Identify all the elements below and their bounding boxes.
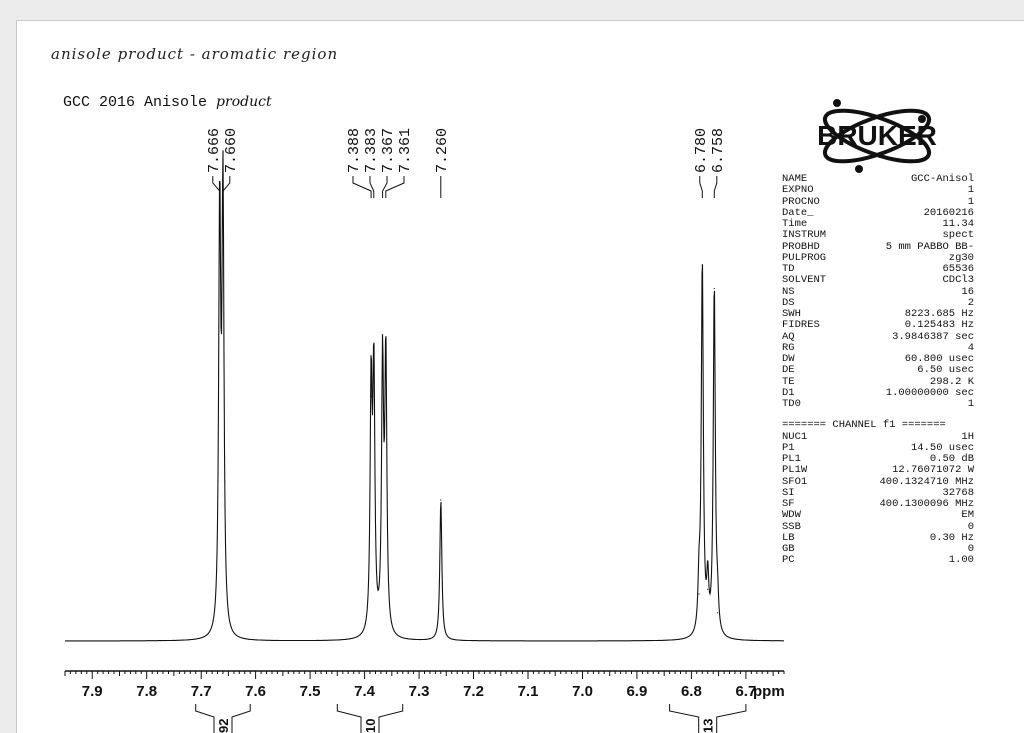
param-value: 1.00000000 sec [885, 386, 974, 399]
x-tick-label: 7.0 [572, 683, 593, 700]
param-row [782, 332, 974, 343]
param-row [782, 287, 974, 298]
channel-param-key: PL1W [782, 464, 808, 477]
param-row [782, 230, 974, 241]
peak-label: 7.361 [397, 127, 414, 173]
channel-param-value: 400.1324710 MHz [879, 475, 974, 488]
x-tick-label: 7.8 [136, 683, 158, 700]
param-value: zg30 [948, 251, 974, 264]
param-row [782, 388, 974, 399]
param-key: AQ [782, 330, 795, 343]
param-key: TE [782, 375, 795, 388]
x-tick-label: 7.2 [463, 683, 484, 700]
param-value: 8223.685 Hz [904, 308, 974, 320]
peak-label: 6.758 [709, 127, 727, 173]
channel-param-row [782, 555, 974, 566]
peak-point [385, 363, 386, 364]
param-key: DS [782, 296, 795, 309]
param-value: 3.9846387 sec [892, 330, 974, 343]
x-tick-label: 7.5 [299, 683, 321, 700]
param-value: 6.50 usec [917, 364, 974, 377]
peak-label-leader [353, 176, 371, 198]
x-tick-label: 7.3 [408, 683, 430, 700]
x-tick-label: 6.9 [626, 683, 648, 700]
param-key: SOLVENT [782, 274, 827, 287]
x-tick-label: 6.8 [680, 683, 702, 700]
peak-label-leader [714, 176, 717, 198]
integral-label: 13 [700, 718, 716, 733]
peak-point [219, 217, 220, 218]
param-row [782, 399, 974, 410]
param-value: 1 [967, 184, 974, 197]
subtitle-typed: GCC 2016 Anisole [63, 94, 208, 111]
param-key: Time [782, 218, 808, 230]
peak-point [698, 593, 699, 594]
param-value: 2 [967, 296, 974, 309]
param-row [782, 320, 974, 331]
param-value: GCC-Anisol [910, 173, 974, 185]
peak-label: 6.780 [692, 127, 710, 173]
channel-param-row [782, 533, 974, 544]
param-key: NS [782, 285, 795, 298]
x-tick-label: 7.6 [245, 683, 267, 700]
channel-param-value: 400.1300096 MHz [879, 498, 974, 510]
param-key: NAME [782, 173, 808, 185]
param-value: 16 [961, 285, 974, 298]
param-rows [782, 174, 974, 410]
channel-param-key: PL1 [782, 453, 801, 465]
channel-param-key: SSB [782, 520, 801, 533]
channel-header: ======= CHANNEL f1 ======= [782, 419, 946, 432]
param-value: 1 [967, 195, 974, 208]
param-key: DW [782, 353, 795, 365]
peak-point [222, 199, 223, 200]
peak-label: 7.383 [363, 127, 380, 173]
channel-param-value: 1H [961, 430, 974, 443]
x-axis-label: ppm [753, 683, 785, 700]
param-key: Date_ [782, 206, 814, 219]
bruker-logo-text: BRUKER [817, 120, 937, 151]
x-tick-label: 7.4 [354, 683, 376, 700]
channel-param-row [782, 465, 974, 476]
param-row [782, 275, 974, 286]
param-value: 0.125483 Hz [904, 319, 974, 332]
peak-label: 7.260 [433, 127, 451, 173]
channel-param-value: 0 [967, 520, 974, 533]
channel-param-key: LB [782, 531, 795, 544]
param-key: PROCNO [782, 195, 820, 208]
param-value: 1 [967, 398, 974, 410]
param-key: PROBHD [782, 240, 820, 253]
peak-point [371, 396, 372, 397]
param-key: PULPROG [782, 251, 827, 264]
channel-param-key: P1 [782, 441, 795, 454]
channel-param-key: WDW [782, 509, 801, 522]
peak-point [382, 373, 383, 374]
param-row [782, 185, 974, 196]
integral-label: 92 [216, 718, 231, 733]
param-key: INSTRUM [782, 229, 827, 242]
param-value: 11.34 [942, 218, 974, 230]
peak-label-leader [386, 176, 404, 198]
peak-point [702, 264, 703, 265]
channel-param-row [782, 510, 974, 521]
channel-param-key: NUC1 [782, 430, 808, 443]
channel-param-value: 32768 [942, 486, 974, 499]
channel-rows [782, 432, 974, 567]
peak-label: 7.666 [205, 127, 223, 173]
param-key: RG [782, 341, 795, 354]
channel-param-key: SFO1 [782, 475, 808, 488]
param-key: EXPNO [782, 184, 814, 197]
peak-point [373, 382, 374, 383]
param-value: 60.800 usec [904, 353, 974, 365]
param-value: 5 mm PABBO BB- [885, 240, 974, 253]
spectrum-page [16, 20, 1024, 733]
peak-label-leader [223, 176, 230, 198]
peak-label-leader [700, 176, 703, 198]
param-value: 298.2 K [929, 375, 974, 388]
peak-label-leader [370, 176, 374, 198]
channel-param-key: GB [782, 543, 795, 555]
param-value: 4 [967, 341, 974, 354]
param-key: FIDRES [782, 319, 820, 332]
param-key: SWH [782, 308, 801, 320]
x-tick-label: 7.9 [81, 683, 103, 700]
channel-param-value: EM [961, 509, 974, 522]
channel-param-key: SF [782, 498, 795, 510]
channel-param-value: 0.30 Hz [929, 531, 974, 544]
param-key: TD [782, 263, 795, 275]
channel-param-key: PC [782, 554, 795, 567]
param-key: D1 [782, 386, 795, 399]
channel-param-key: SI [782, 486, 795, 499]
channel-param-value: 14.50 usec [910, 441, 974, 454]
peak-label: 7.388 [346, 127, 363, 173]
peak-label-leader [383, 176, 387, 198]
spectrum-line [65, 150, 784, 641]
param-key: TD0 [782, 398, 801, 410]
channel-param-value: 0.50 dB [929, 453, 974, 465]
channel-param-value: 0 [967, 543, 974, 555]
param-value: 65536 [942, 263, 974, 275]
param-row [782, 365, 974, 376]
param-value: spect [942, 229, 974, 242]
x-tick-label: 7.1 [517, 683, 539, 700]
peak-point [707, 589, 708, 590]
param-value: 20160216 [923, 206, 974, 219]
peak-label-leader [213, 176, 220, 198]
x-tick-label: 7.7 [190, 683, 212, 700]
handwritten-note: anisole product - aromatic region [51, 45, 339, 63]
peak-point [714, 288, 715, 289]
peak-label: 7.660 [222, 127, 240, 173]
param-value: CDCl3 [942, 274, 974, 287]
channel-param-row [782, 499, 974, 510]
peak-label: 7.367 [380, 127, 397, 173]
peak-point [717, 612, 718, 613]
integral-label: 10 [363, 718, 378, 733]
subtitle-handwritten: product [216, 94, 272, 110]
peak-point [440, 499, 441, 500]
channel-param-row [782, 544, 974, 555]
x-tick-label: 6.7 [735, 683, 757, 700]
param-key: DE [782, 364, 795, 377]
channel-param-value: 1.00 [948, 554, 974, 567]
channel-param-value: 12.76071072 W [892, 464, 974, 477]
acquisition-parameters [782, 174, 974, 567]
